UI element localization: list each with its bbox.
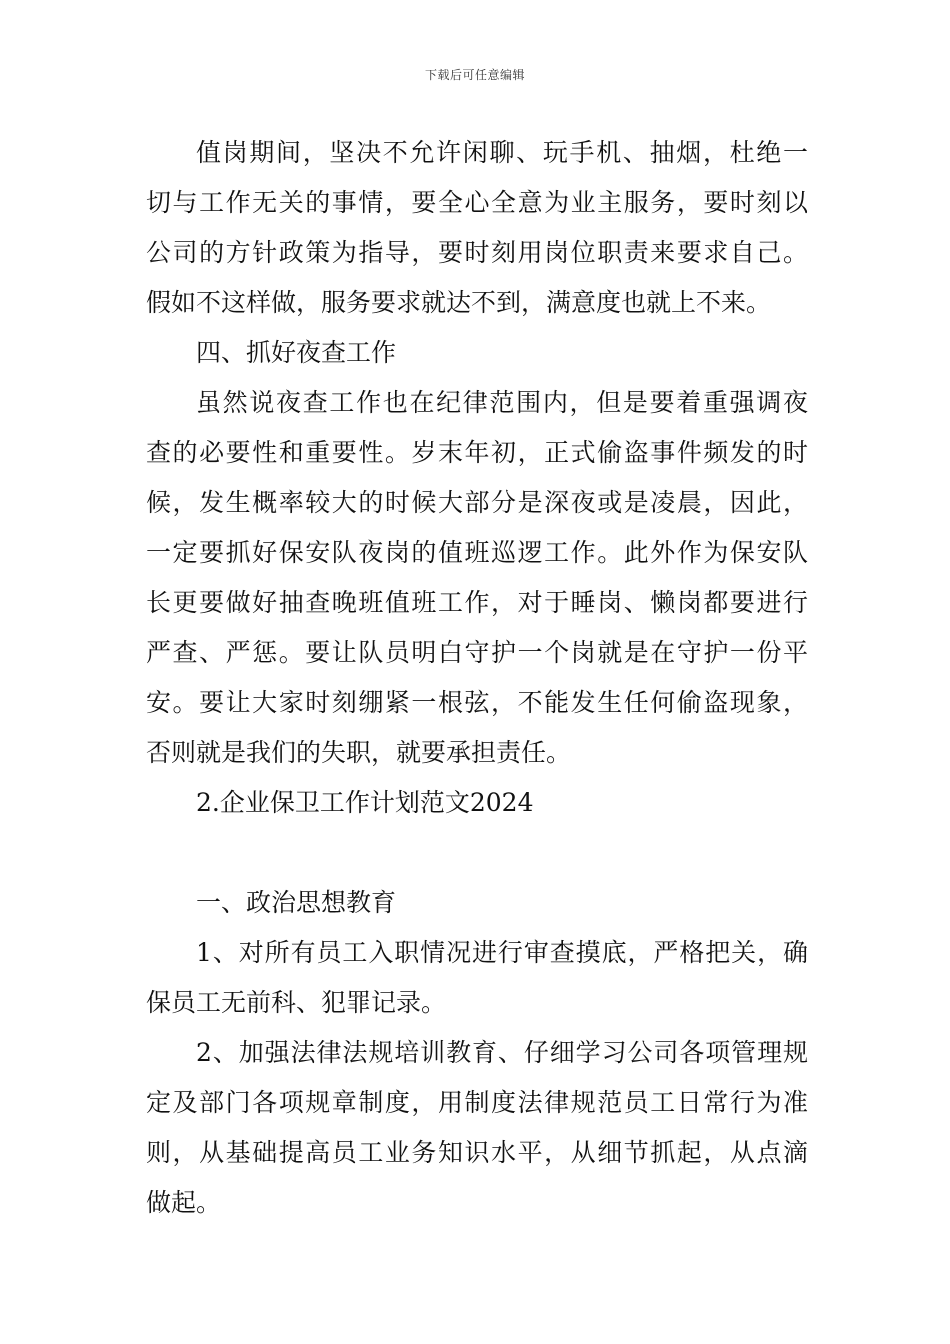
text-line: 做起。 [146, 1188, 222, 1217]
page-header-note: 下载后可任意编辑 [424, 68, 525, 82]
paragraph [146, 128, 808, 328]
text-line: 一定要抓好保安队夜岗的值班巡逻工作。此外作为保安队 [146, 538, 808, 567]
text-line: 切与工作无关的事情，要全心全意为业主服务，要时刻以 [146, 188, 808, 217]
text-line: 严查、严惩。要让队员明白守护一个岗就是在守护一份平 [146, 638, 808, 667]
paragraph [146, 1028, 808, 1228]
document-title [146, 778, 808, 828]
text-line: 查的必要性和重要性。岁末年初，正式偷盗事件频发的时 [146, 438, 808, 467]
text-line: 否则就是我们的失职，就要承担责任。 [146, 738, 572, 767]
heading-text: 一、政治思想教育 [196, 888, 397, 917]
heading-text: 四、抓好夜查工作 [196, 338, 397, 367]
document-body [146, 128, 808, 1228]
paragraph [146, 378, 808, 778]
text-line: 公司的方针政策为指导，要时刻用岗位职责来要求自己。 [146, 238, 808, 267]
text-line: 值岗期间，坚决不允许闲聊、玩手机、抽烟，杜绝一 [196, 138, 808, 167]
section-heading [146, 878, 808, 928]
text-line: 则，从基础提高员工业务知识水平，从细节抓起，从点滴 [146, 1138, 808, 1167]
text-line: 长更要做好抽查晚班值班工作，对于睡岗、懒岗都要进行 [146, 588, 808, 617]
blank-line [146, 828, 808, 878]
text-line: 候，发生概率较大的时候大部分是深夜或是凌晨，因此， [146, 488, 808, 517]
title-text: 2.企业保卫工作计划范文2024 [196, 788, 534, 817]
text-line: 假如不这样做，服务要求就达不到，满意度也就上不来。 [146, 288, 772, 317]
section-heading [146, 328, 808, 378]
text-line: 2、加强法律法规培训教育、仔细学习公司各项管理规 [196, 1038, 808, 1067]
paragraph [146, 928, 808, 1028]
text-line: 保员工无前科、犯罪记录。 [146, 988, 447, 1017]
text-line: 虽然说夜查工作也在纪律范围内，但是要着重强调夜 [196, 388, 808, 417]
text-line: 定及部门各项规章制度，用制度法律规范员工日常行为准 [146, 1088, 808, 1117]
text-line: 1、对所有员工入职情况进行审查摸底，严格把关，确 [196, 938, 808, 967]
text-line: 安。要让大家时刻绷紧一根弦，不能发生任何偷盗现象， [146, 688, 808, 717]
